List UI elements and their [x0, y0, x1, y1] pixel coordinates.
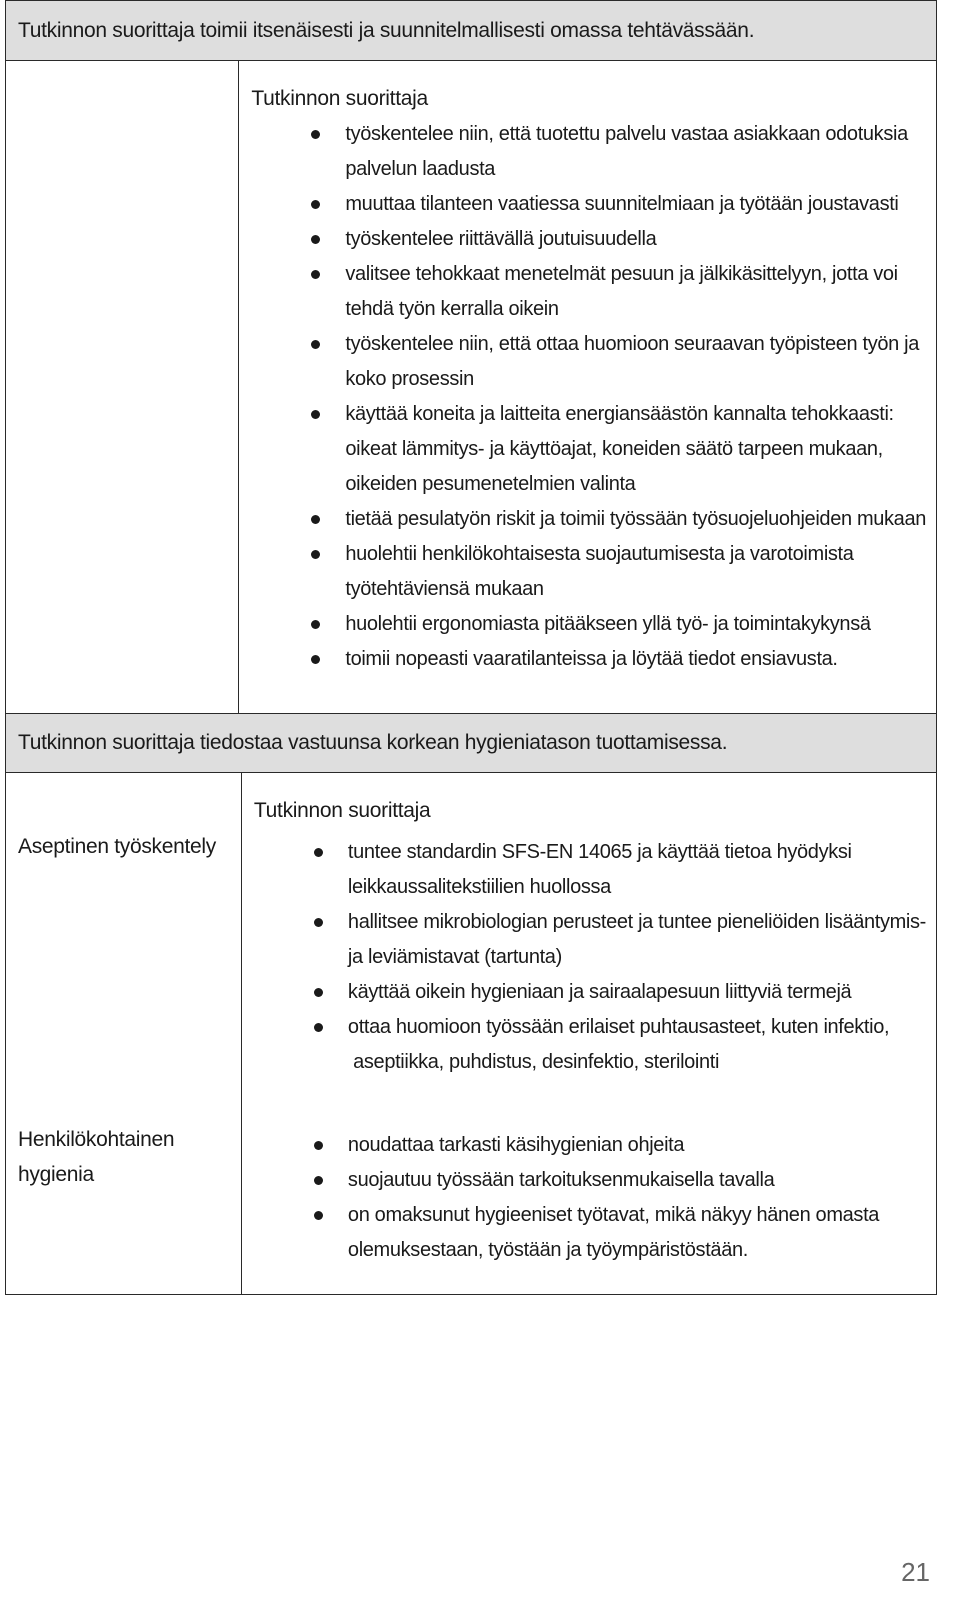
section1-content-cell: [239, 61, 936, 713]
bullet-icon: [311, 270, 320, 279]
bullet-icon: [314, 848, 323, 857]
bullet-icon: [314, 918, 323, 927]
group1-criteria-list: [254, 835, 936, 1080]
bullet-icon: [314, 1023, 323, 1032]
group2-label-line: hygienia: [18, 1163, 94, 1186]
criteria-line: tietää pesulatyön riskit ja toimii työssään työsuojeluohjeiden mukaan: [345, 508, 926, 530]
criteria-item: [251, 327, 936, 397]
criteria-item: [251, 607, 936, 642]
bullet-icon: [311, 340, 320, 349]
bullet-icon: [314, 1211, 323, 1220]
section2-header-text: Tutkinnon suorittaja tiedostaa vastuunsa korkean hygieniatason tuottamisessa.: [18, 731, 728, 754]
criteria-line: huolehtii ergonomiasta pitääkseen yllä työ- ja toimintakykynsä: [345, 613, 871, 635]
section1-header: [6, 1, 936, 61]
criteria-item: [251, 222, 936, 257]
criteria-line: ja leviämistavat (tartunta): [347, 946, 562, 968]
criteria-line: oikeiden pesumenetelmien valinta: [345, 473, 636, 495]
criteria-item: [251, 502, 936, 537]
criteria-line: palvelun laadusta: [345, 158, 496, 180]
page-number: 21: [901, 1557, 930, 1587]
criteria-line: käyttää koneita ja laitteita energiansäästön kannalta tehokkaasti:: [345, 403, 894, 425]
criteria-line: on omaksunut hygieeniset työtavat, mikä näkyy hänen omasta: [347, 1204, 880, 1226]
criteria-line: leikkaussalitekstiilien huollossa: [347, 876, 611, 898]
criteria-line: suojautuu työssään tarkoituksenmukaisella tavalla: [347, 1169, 775, 1191]
section2-header: [6, 713, 936, 773]
bullet-icon: [311, 410, 320, 419]
section2-content-cell: [242, 773, 936, 1294]
criteria-line: ottaa huomioon työssään erilaiset puhtausasteet, kuten infektio,: [347, 1016, 890, 1038]
criteria-item: [251, 537, 936, 607]
bullet-icon: [311, 130, 320, 139]
criteria-line: työskentelee niin, että tuotettu palvelu vastaa asiakkaan odotuksia: [345, 123, 908, 145]
criteria-item: [254, 1198, 936, 1268]
bullet-icon: [311, 515, 320, 524]
group2-criteria-list: [254, 1128, 936, 1268]
criteria-line: hallitsee mikrobiologian perusteet ja tuntee pieneliöiden lisääntymis-: [347, 911, 926, 933]
bullet-icon: [314, 1141, 323, 1150]
section2-row: [6, 773, 936, 1294]
criteria-line: tehdä työn kerralla oikein: [345, 298, 559, 320]
section1-subhead: Tutkinnon suorittaja: [251, 87, 428, 110]
criteria-line: työskentelee riittävällä joutuisuudella: [345, 228, 657, 250]
criteria-line: aseptiikka, puhdistus, desinfektio, sterilointi: [347, 1051, 720, 1073]
bullet-icon: [314, 988, 323, 997]
criteria-line: käyttää oikein hygieniaan ja sairaalapesuun liittyviä termejä: [347, 981, 852, 1003]
criteria-line: toimii nopeasti vaaratilanteissa ja löytää tiedot ensiavusta.: [345, 648, 838, 670]
criteria-line: työskentelee niin, että ottaa huomioon seuraavan työpisteen työn ja: [345, 333, 919, 355]
criteria-item: [251, 187, 936, 222]
criteria-line: noudattaa tarkasti käsihygienian ohjeita: [347, 1134, 685, 1156]
section1-criteria-list: [251, 117, 936, 677]
competence-table: [5, 0, 937, 1295]
bullet-icon: [311, 200, 320, 209]
bullet-icon: [311, 550, 320, 559]
criteria-line: muuttaa tilanteen vaatiessa suunnitelmiaan ja työtään joustavasti: [345, 193, 899, 215]
section1-header-text: Tutkinnon suorittaja toimii itsenäisesti ja suunnitelmallisesti omassa tehtävässään.: [18, 18, 755, 42]
section2-subhead: Tutkinnon suorittaja: [253, 799, 431, 822]
bullet-icon: [311, 620, 320, 629]
criteria-item: [251, 257, 936, 327]
criteria-line: oikeat lämmitys- ja käyttöajat, koneiden säätö tarpeen mukaan,: [345, 438, 883, 460]
criteria-item: [251, 642, 936, 677]
criteria-item: [254, 1128, 936, 1163]
group1-label: Aseptinen työskentely: [18, 835, 216, 858]
criteria-item: [254, 905, 936, 975]
section1-row: [6, 61, 936, 713]
section1-label-cell: [6, 61, 239, 713]
group2-label: [18, 1122, 241, 1192]
bullet-icon: [311, 235, 320, 244]
criteria-item: [251, 397, 936, 502]
bullet-icon: [314, 1176, 323, 1185]
section2-label-cell: [6, 773, 242, 1294]
criteria-line: olemuksestaan, työstään ja työympäristöstään.: [347, 1239, 748, 1261]
criteria-item: [254, 975, 936, 1010]
criteria-line: työtehtäviensä mukaan: [345, 578, 544, 600]
criteria-item: [254, 835, 936, 905]
criteria-item: [251, 117, 936, 187]
criteria-line: tuntee standardin SFS-EN 14065 ja käyttää tietoa hyödyksi: [347, 841, 852, 863]
criteria-line: koko prosessin: [345, 368, 474, 390]
group2-label-line: Henkilökohtainen: [18, 1128, 175, 1151]
criteria-line: valitsee tehokkaat menetelmät pesuun ja jälkikäsittelyyn, jotta voi: [345, 263, 898, 285]
criteria-item: [254, 1163, 936, 1198]
criteria-line: huolehtii henkilökohtaisesta suojautumisesta ja varotoimista: [345, 543, 854, 565]
criteria-item: [254, 1010, 936, 1080]
bullet-icon: [311, 655, 320, 664]
